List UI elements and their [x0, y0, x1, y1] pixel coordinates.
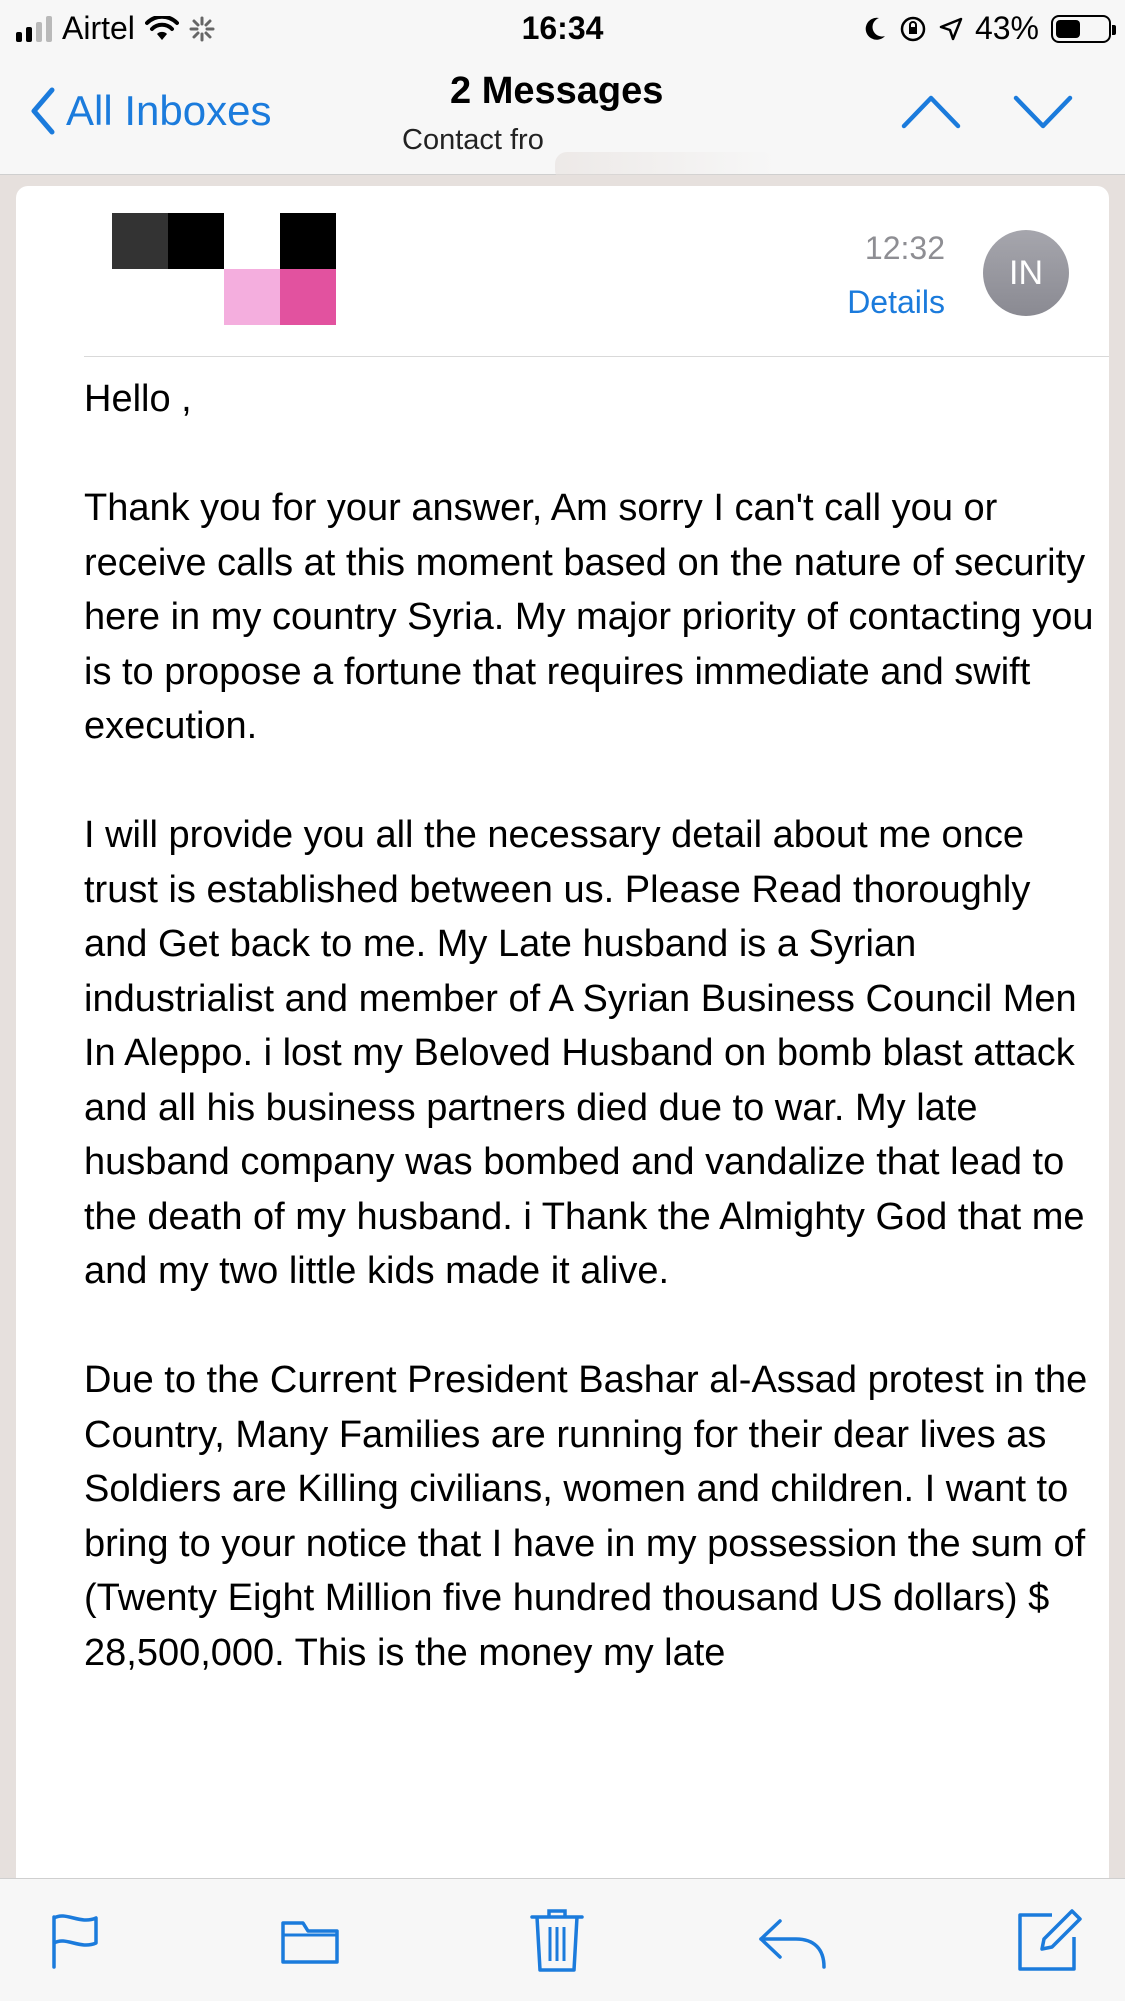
status-right [863, 10, 1111, 47]
message-body [84, 372, 1094, 1735]
flag-icon[interactable] [50, 1913, 100, 1969]
battery-icon [1051, 15, 1111, 43]
rotation-lock-icon [899, 15, 927, 43]
header-divider [84, 356, 1109, 357]
body-paragraph: Thank you for your answer, Am sorry I can't call you or receive calls at this moment based on the nature of security here in my country Syria. My major priority of contacting you is to propose a fortune that requires immediate and swift execution. [84, 487, 1094, 747]
navigation-bar [0, 56, 1125, 175]
trash-icon[interactable] [530, 1907, 584, 1973]
status-time: 16:34 [521, 10, 604, 46]
battery-percent: 43% [974, 10, 1039, 46]
details-link[interactable]: Details [847, 284, 945, 320]
body-paragraph: I will provide you all the necessary detail about me once trust is established between us. Please Read thoroughly and Get back to me. My Late husband is a Syrian industrialist and member of A Syrian Business Council Men In Aleppo. i lost my Beloved Husband on bomb blast attack and all his business partners died due to war. My late husband company was bombed and vandalize that lead to the death of my husband. i Thank the Almighty God that me and my two little kids made it alive. [84, 814, 1085, 1292]
moon-icon [863, 16, 887, 42]
carrier-label: Airtel [62, 10, 135, 46]
message-card [16, 186, 1109, 1926]
folder-icon[interactable] [280, 1919, 340, 1965]
body-paragraph: Hello , [84, 378, 192, 420]
location-icon [939, 17, 963, 41]
nav-subtitle-fade [555, 152, 775, 182]
body-paragraph: Due to the Current President Bashar al-Assad protest in the Country, Many Families are running for their dear lives as Soldiers are Killing civilians, women and children. I want to bring to your notice that I have in my possession the sum of (Twenty Eight Million five hundred thousand US dollars) $ 28,500,000. This is the money my late [84, 1359, 1088, 1674]
redacted-sender [112, 213, 336, 325]
avatar[interactable]: IN [983, 230, 1069, 316]
bottom-toolbar [0, 1878, 1125, 2001]
chevron-up-icon[interactable] [900, 86, 962, 136]
chevron-left-icon [30, 86, 56, 136]
status-bar [0, 0, 1125, 56]
chevron-down-icon[interactable] [1012, 86, 1074, 136]
nav-title: 2 Messages [450, 70, 664, 112]
back-button-label: All Inboxes [66, 87, 272, 134]
reply-icon[interactable] [758, 1917, 828, 1969]
nav-subtitle: Contact fro [402, 124, 544, 156]
message-time: 12:32 [864, 230, 945, 266]
back-button[interactable] [30, 86, 271, 136]
compose-icon[interactable] [1016, 1905, 1084, 1973]
